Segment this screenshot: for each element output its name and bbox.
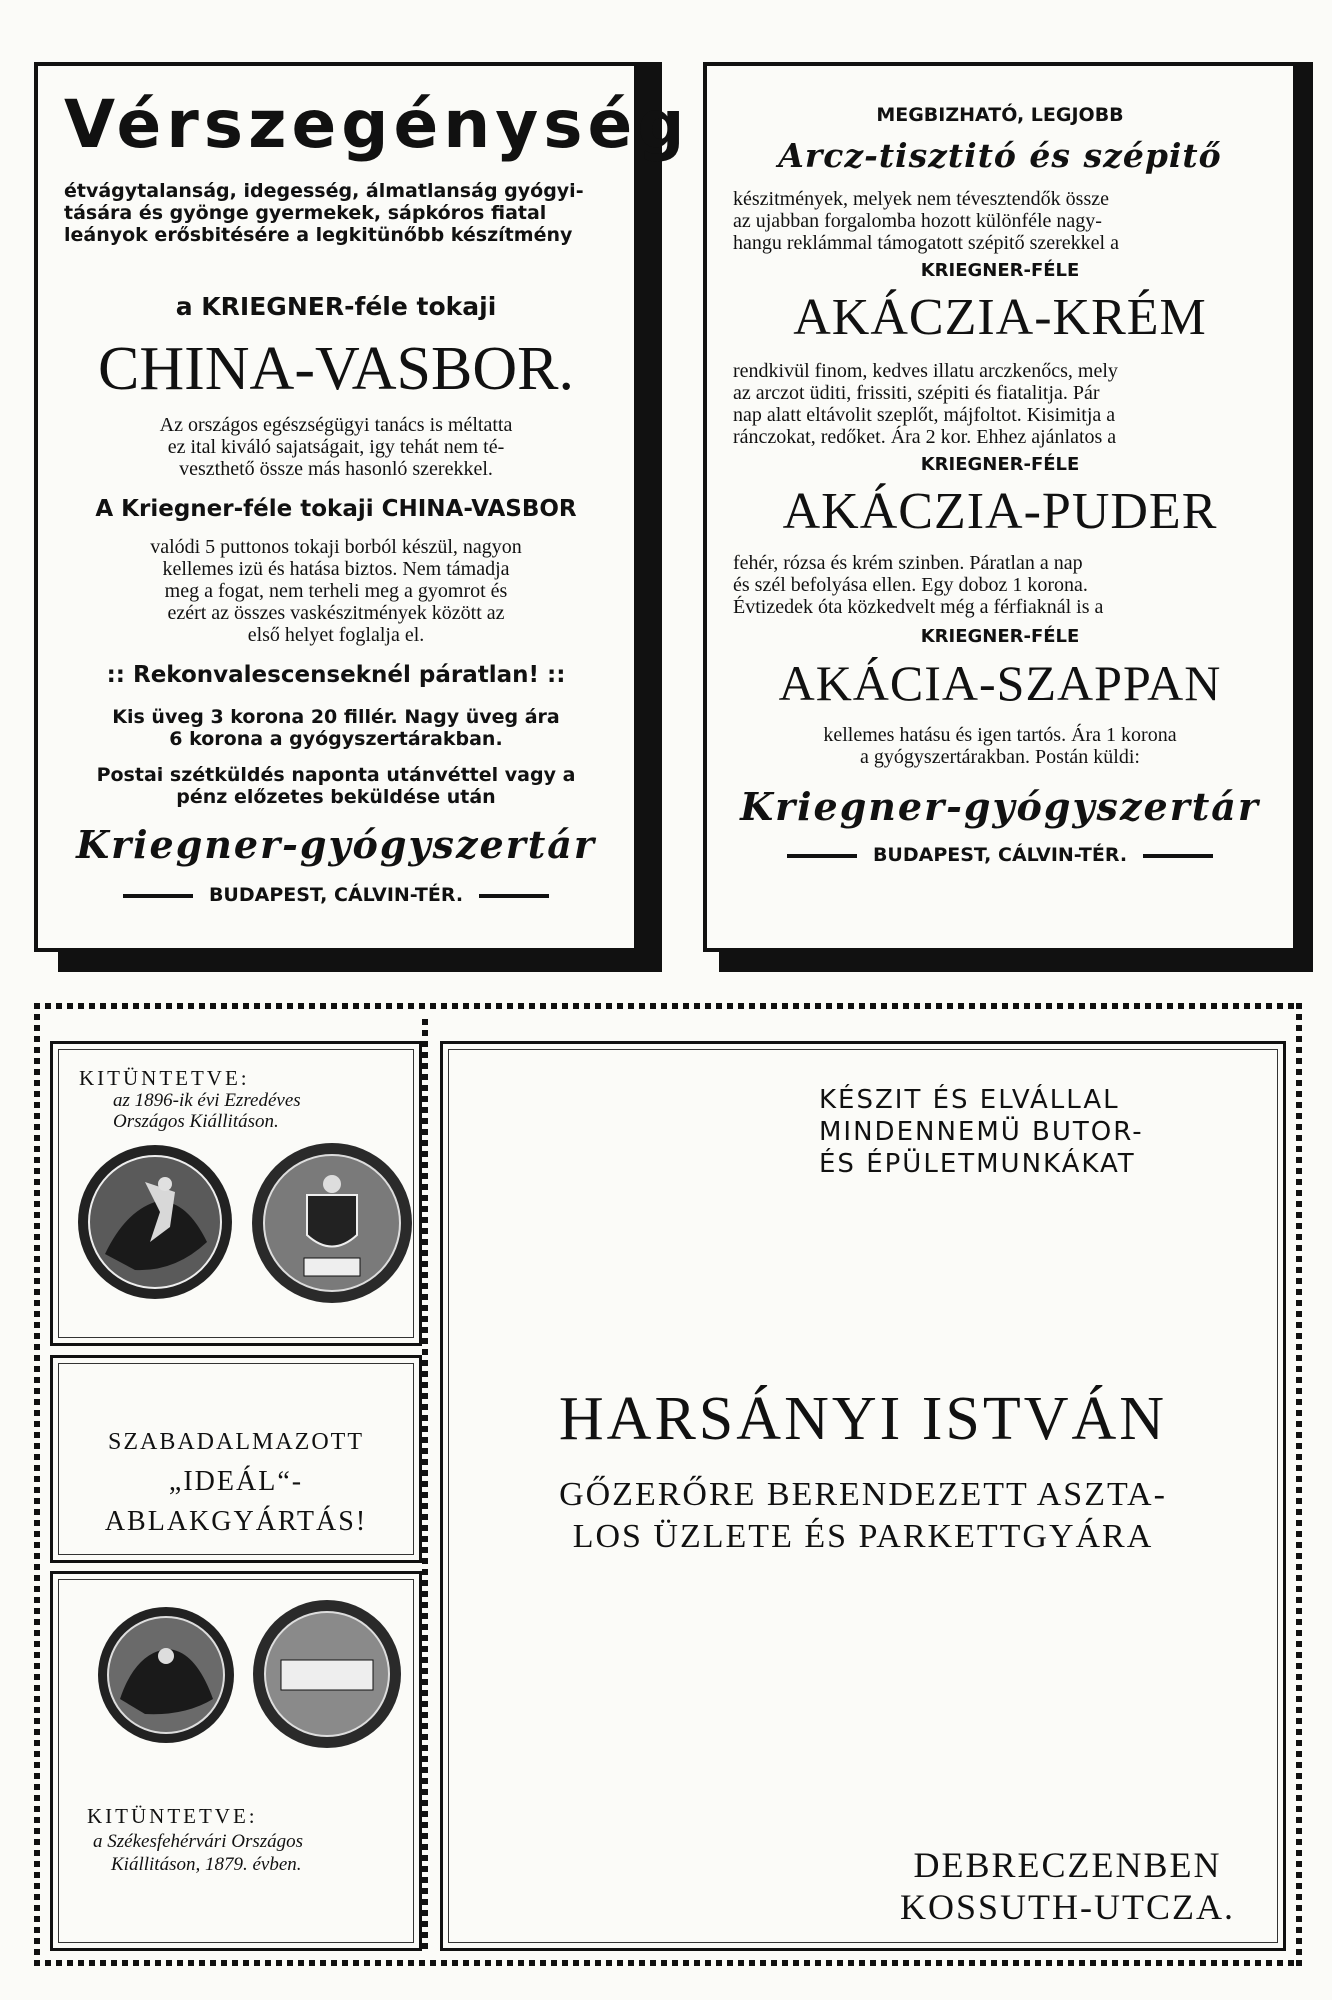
award2-lines: a Székesfehérvári Országos Kiállitáson, 1879. évben. [93, 1831, 304, 1875]
right-ad-intro: készitmények, melyek nem tévesztendők össze az ujabban forgalomba hozott különféle nagy- hangu reklámmal támogatott szépitő szerekkel a [733, 188, 1119, 254]
dotted-border-left [34, 1003, 40, 1966]
patent-text: SZABADALMAZOTT „IDEÁL“- ABLAKGYÁRTÁS! [104, 1429, 368, 1537]
left-ad-pre-product: a KRIEGNER-féle tokaji [175, 292, 497, 321]
dotted-border-right [1296, 1003, 1302, 1966]
left-ad-signature: Kriegner-gyógyszertár [76, 822, 596, 867]
award2-title: KITÜNTETVE: [87, 1804, 258, 1828]
millennium-medal-reverse [249, 1140, 415, 1306]
dash-left [787, 854, 857, 858]
award-box-1896 [50, 1041, 422, 1346]
location-text: DEBRECZENBEN KOSSUTH-UTCZA. [899, 1845, 1235, 1927]
dash-right [1143, 854, 1213, 858]
left-ad-product-line: A Kriegner-féle tokaji CHINA-VASBOR [95, 496, 577, 522]
right-ad-desc1: rendkivül finom, kedves illatu arczkenőcs, mely az arczot üditi, frissiti, szépiti és fiatalitja. Pár nap alatt eltávolit szeplőt, májfoltot. Kisimitja a ránczokat, redőket. Ára 2 kor. Ehhez ajánlatos a [733, 360, 1118, 448]
right-ad-maker2: KRIEGNER-FÉLE [920, 454, 1080, 475]
main-ad-box [440, 1041, 1286, 1951]
right-ad-maker1: KRIEGNER-FÉLE [920, 260, 1080, 281]
left-ad-headline: Vérszegénység [64, 86, 690, 163]
dotted-border-top [34, 1003, 1302, 1009]
right-ad-address-row [733, 844, 1267, 866]
bottom-ad [34, 1003, 1302, 1966]
left-ad-shipping: Postai szétküldés naponta utánvéttel vagy a pénz előzetes beküldése után [96, 764, 576, 808]
award-box-1879 [50, 1571, 422, 1951]
millennium-medal-front [75, 1142, 235, 1302]
left-ad-product: CHINA-VASBOR. [98, 335, 574, 403]
award1-lines: az 1896-ik évi Ezredéves Országos Kiállitáson. [113, 1090, 301, 1132]
left-ad-slogan: :: Rekonvalescenseknél páratlan! :: [106, 662, 566, 688]
left-ad-address-row [64, 884, 608, 906]
right-ad-address: BUDAPEST, CÁLVIN-TÉR. [872, 844, 1128, 866]
left-ad-price: Kis üveg 3 korona 20 fillér. Nagy üveg ára 6 korona a gyógyszertárakban. [112, 706, 560, 750]
szekesfehervar-medal-front [95, 1604, 237, 1746]
patent-box [50, 1355, 422, 1563]
left-ad-intro: étvágytalanság, idegesség, álmatlanság gyógyi- tására és gyönge gyermekek, sápkóros fiatal leányok erősbitésére a legkitünőbb készítmény [64, 180, 584, 246]
right-ad-product1: AKÁCZIA-KRÉM [793, 289, 1207, 346]
dotted-divider [422, 1019, 428, 1950]
dash-right [479, 894, 549, 898]
dotted-border-bottom [34, 1960, 1302, 1966]
right-ad-headline: Arcz-tisztitó és szépitő [778, 136, 1222, 175]
company-name: HARSÁNYI ISTVÁN [558, 1385, 1168, 1453]
szekesfehervar-medal-reverse [249, 1596, 405, 1752]
right-ad-signature: Kriegner-gyógyszertár [740, 784, 1260, 829]
left-ad-para2: valódi 5 puttonos tokaji borból készül, nagyon kellemes izü és hatása biztos. Nem támadja meg a fogat, nem terheli meg a gyomrot és ezért az összes vaskészitmények között az első helyet foglalja el. [150, 536, 522, 646]
left-ad-para1: Az országos egészségügyi tanács is méltatta ez ital kiváló sajatságait, igy tehát nem té- veszthető össze más hasonló szerekkel. [159, 414, 513, 480]
right-ad-product2: AKÁCZIA-PUDER [782, 483, 1218, 540]
left-ad-address: BUDAPEST, CÁLVIN-TÉR. [208, 884, 464, 906]
services-text: KÉSZIT ÉS ELVÁLLAL MINDENNEMÜ BUTOR- ÉS ÉPÜLETMUNKÁKAT [819, 1085, 1144, 1179]
right-ad-desc2: fehér, rózsa és krém szinben. Páratlan a nap és szél befolyása ellen. Egy doboz 1 korona. Évtizedek óta közkedvelt még a férfiaknál is a [733, 552, 1104, 618]
left-ad [34, 62, 690, 952]
award1-title: KITÜNTETVE: [79, 1066, 250, 1090]
right-ad-maker3: KRIEGNER-FÉLE [920, 626, 1080, 647]
dash-left [123, 894, 193, 898]
right-ad-desc3: kellemes hatásu és igen tartós. Ára 1 korona a gyógyszertárakban. Postán küldi: [823, 724, 1177, 768]
right-ad [703, 62, 1297, 952]
right-ad-product3: AKÁCIA-SZAPPAN [778, 655, 1222, 711]
company-description: GŐZERŐRE BERENDEZETT ASZTA- LOS ÜZLETE ÉS PARKETTGYÁRA [559, 1476, 1167, 1555]
right-ad-kicker: MEGBIZHATÓ, LEGJOBB [876, 104, 1124, 126]
